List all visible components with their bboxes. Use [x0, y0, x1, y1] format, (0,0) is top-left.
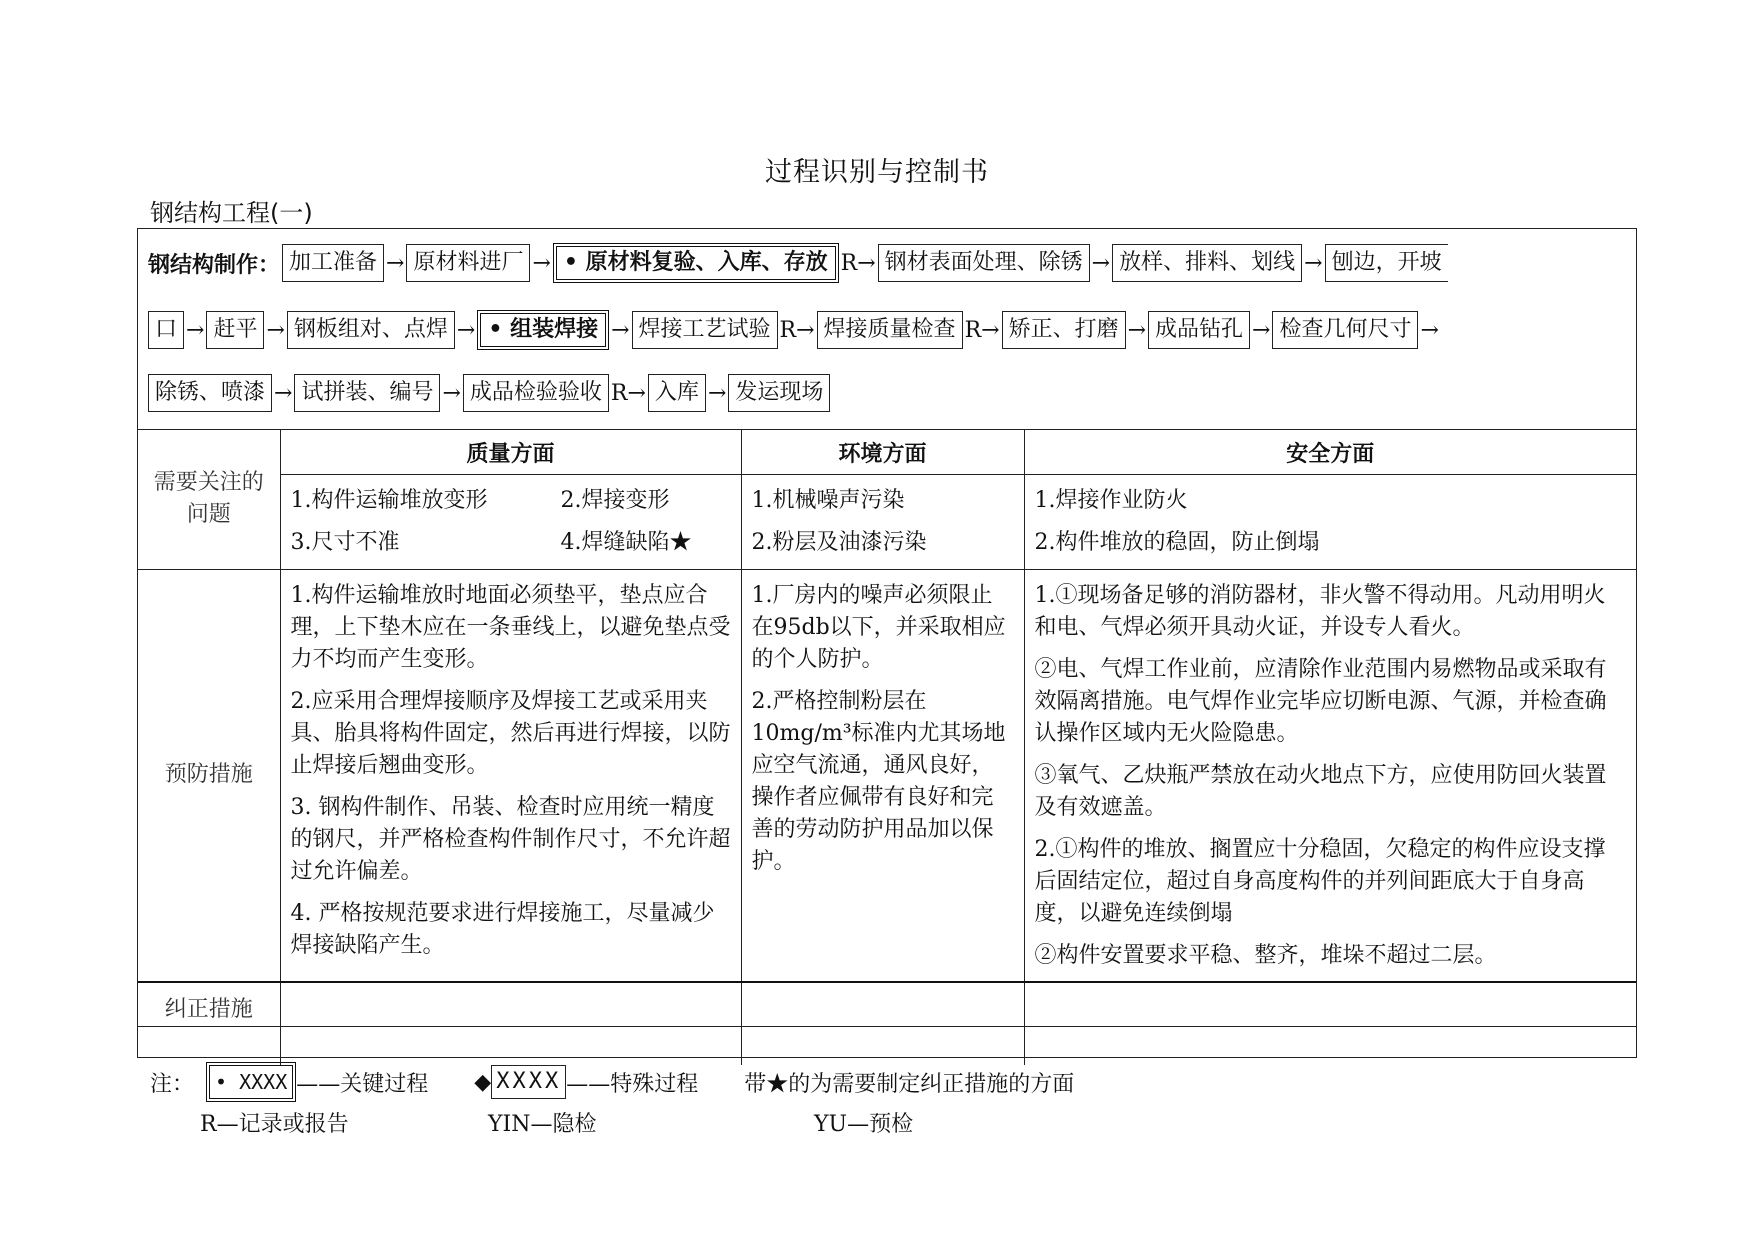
paragraph: 3. 钢构件制作、吊装、检查时应用统一精度的钢尺，并严格检查构件制作尺寸，不允许超过允许偏差。 [290, 794, 731, 884]
flow-step: 试拼装、编号 [294, 374, 440, 412]
record-note: R—记录或报告 [200, 1111, 349, 1137]
quality-prevention [280, 569, 741, 982]
page-subtitle: 钢结构工程(一) [150, 199, 313, 227]
flow-arrow: → [1420, 317, 1439, 343]
diamond-icon: ◆ [474, 1069, 492, 1095]
flow-arrow: → [1252, 317, 1271, 343]
list-item: 1.焊接作业防火 [1034, 487, 1188, 513]
legend-line-1 [150, 1062, 1074, 1102]
list-item: 2.构件堆放的稳固，防止倒塌 [1034, 529, 1320, 555]
list-item: 1.机械噪声污染 [751, 487, 905, 513]
correct-row-label: 纠正措施 [138, 982, 280, 1026]
empty-cell [1024, 982, 1636, 1026]
flow-step: 加工准备 [282, 244, 384, 282]
quality-concerns [280, 474, 741, 569]
legend-notes [150, 1062, 1074, 1142]
paragraph: ③氧气、乙炔瓶严禁放在动火地点下方，应使用防回火装置及有效遮盖。 [1034, 762, 1607, 820]
key-process-sample: • XXXX [206, 1062, 296, 1102]
empty-cell [741, 1026, 1024, 1065]
empty-cell [741, 982, 1024, 1026]
flow-arrow: → [611, 317, 630, 343]
flow-step: 发运现场 [728, 374, 830, 412]
flow-step-key: • 原材料复验、入库、存放 [553, 243, 839, 283]
flow-step: 放样、排料、划线 [1112, 244, 1302, 282]
flow-arrow: → [456, 317, 476, 343]
paragraph: 2.①构件的堆放、搁置应十分稳固，欠稳定的构件应设支撑后固结定位，超过自身高度构件的并列间距底大于自身高度，以避免连续倒塌 [1034, 836, 1606, 926]
empty-cell [1024, 1026, 1636, 1065]
list-item: 2.粉层及油漆污染 [751, 529, 927, 555]
flow-step: 入库 [648, 374, 706, 412]
process-flow [138, 229, 1636, 430]
list-item: 1.构件运输堆放变形 [290, 487, 488, 513]
flow-step: 原材料进厂 [406, 244, 530, 282]
empty-cell [280, 1026, 741, 1065]
flow-arrow-record: R→ [610, 380, 646, 406]
flow-arrow: → [186, 317, 205, 343]
flow-step-key: • 组装焊接 [477, 310, 609, 350]
flow-arrow: → [1304, 250, 1323, 276]
safety-prevention [1024, 569, 1636, 982]
list-item: 2.焊接变形 [560, 487, 670, 513]
list-item: 4.焊缝缺陷★ [560, 529, 692, 555]
paragraph: 1.①现场备足够的消防器材，非火警不得动用。凡动用明火和电、气焊必须开具动火证，并设专人看火。 [1034, 582, 1606, 640]
empty-cell [138, 1026, 280, 1065]
flow-arrow-record: R→ [779, 317, 815, 343]
table-header-row [138, 429, 1636, 474]
flow-arrow: → [386, 250, 405, 276]
flow-label: 钢结构制作： [148, 252, 281, 278]
paragraph: 2.应采用合理焊接顺序及焊接工艺或采用夹具、胎具将构件固定，然后再进行焊接，以防止焊接后翘曲变形。 [290, 688, 731, 778]
flow-arrow-record: R→ [964, 317, 1000, 343]
quality-header: 质量方面 [280, 429, 741, 474]
flow-step: 口 [148, 311, 184, 349]
special-process-sample: XXXX [491, 1065, 566, 1099]
flow-step: 除锈、喷漆 [148, 374, 272, 412]
flow-arrow: → [1127, 317, 1147, 343]
paragraph: ②电、气焊工作业前，应清除作业范围内易燃物品或采取有效隔离措施。电气焊作业完毕应切断电源、气源，并检查确认操作区域内无火险隐患。 [1034, 656, 1607, 746]
safety-header: 安全方面 [1024, 429, 1636, 474]
flow-step: 赶平 [206, 311, 264, 349]
environment-header: 环境方面 [741, 429, 1024, 474]
flow-arrow: → [442, 380, 461, 406]
flow-arrow: → [707, 380, 727, 406]
flow-arrow: → [274, 380, 293, 406]
flow-arrow: → [1091, 250, 1111, 276]
prevent-row-label: 预防措施 [138, 569, 280, 982]
environment-concerns [741, 474, 1024, 569]
flow-step: 检查几何尺寸 [1272, 311, 1418, 349]
flow-arrow: → [266, 317, 285, 343]
flow-step: 焊接工艺试验 [632, 311, 778, 349]
page-title: 过程识别与控制书 [765, 157, 989, 188]
paragraph: 1.厂房内的噪声必须限止在95db以下，并采取相应的个人防护。 [751, 582, 1006, 672]
flow-step: 钢材表面处理、除锈 [878, 244, 1090, 282]
environment-prevention [741, 569, 1024, 982]
control-table-frame [137, 228, 1637, 1058]
key-process-desc: ——关键过程 [296, 1071, 429, 1097]
paragraph: 2.严格控制粉层在10mg/m³标准内尤其场地应空气流通，通风良好，操作者应佩带有良好和完善的劳动防护用品加以保护。 [751, 688, 1006, 874]
paragraph: ②构件安置要求平稳、整齐，堆垛不超过二层。 [1034, 942, 1497, 968]
empty-cell [280, 982, 741, 1026]
safety-concerns [1024, 474, 1636, 569]
concern-row-label: 需要关注的问题 [138, 429, 280, 569]
hidden-inspection-note: YIN—隐检 [488, 1111, 597, 1137]
paragraph: 1.构件运输堆放时地面必须垫平，垫点应合理，上下垫木应在一条垂线上，以避免垫点受力不均而产生变形。 [290, 582, 731, 672]
table-row [138, 474, 1636, 569]
flow-arrow-record: R→ [840, 250, 876, 276]
list-item: 3.尺寸不准 [290, 529, 400, 555]
control-table [138, 429, 1636, 1065]
pre-inspection-note: YU—预检 [814, 1111, 914, 1137]
flow-step: 矫正、打磨 [1002, 311, 1126, 349]
legend-line-2 [150, 1102, 1074, 1142]
star-note: 带★的为需要制定纠正措施的方面 [744, 1071, 1075, 1097]
flow-row-2 [148, 310, 1441, 350]
flow-step: 成品检验验收 [463, 374, 609, 412]
paragraph: 4. 严格按规范要求进行焊接施工，尽量减少焊接缺陷产生。 [290, 900, 715, 958]
note-prefix: 注： [150, 1071, 195, 1097]
flow-arrow: → [532, 250, 551, 276]
flow-row-3 [148, 374, 830, 412]
flow-step: 焊接质量检查 [817, 311, 963, 349]
flow-step: 刨边，开坡 [1325, 244, 1448, 282]
flow-step: 钢板组对、点焊 [287, 311, 455, 349]
special-process-desc: ——特殊过程 [566, 1071, 699, 1097]
table-row [138, 569, 1636, 982]
table-row [138, 1026, 1636, 1065]
flow-row-1 [148, 243, 1448, 283]
flow-step: 成品钻孔 [1148, 311, 1250, 349]
table-row [138, 982, 1636, 1026]
